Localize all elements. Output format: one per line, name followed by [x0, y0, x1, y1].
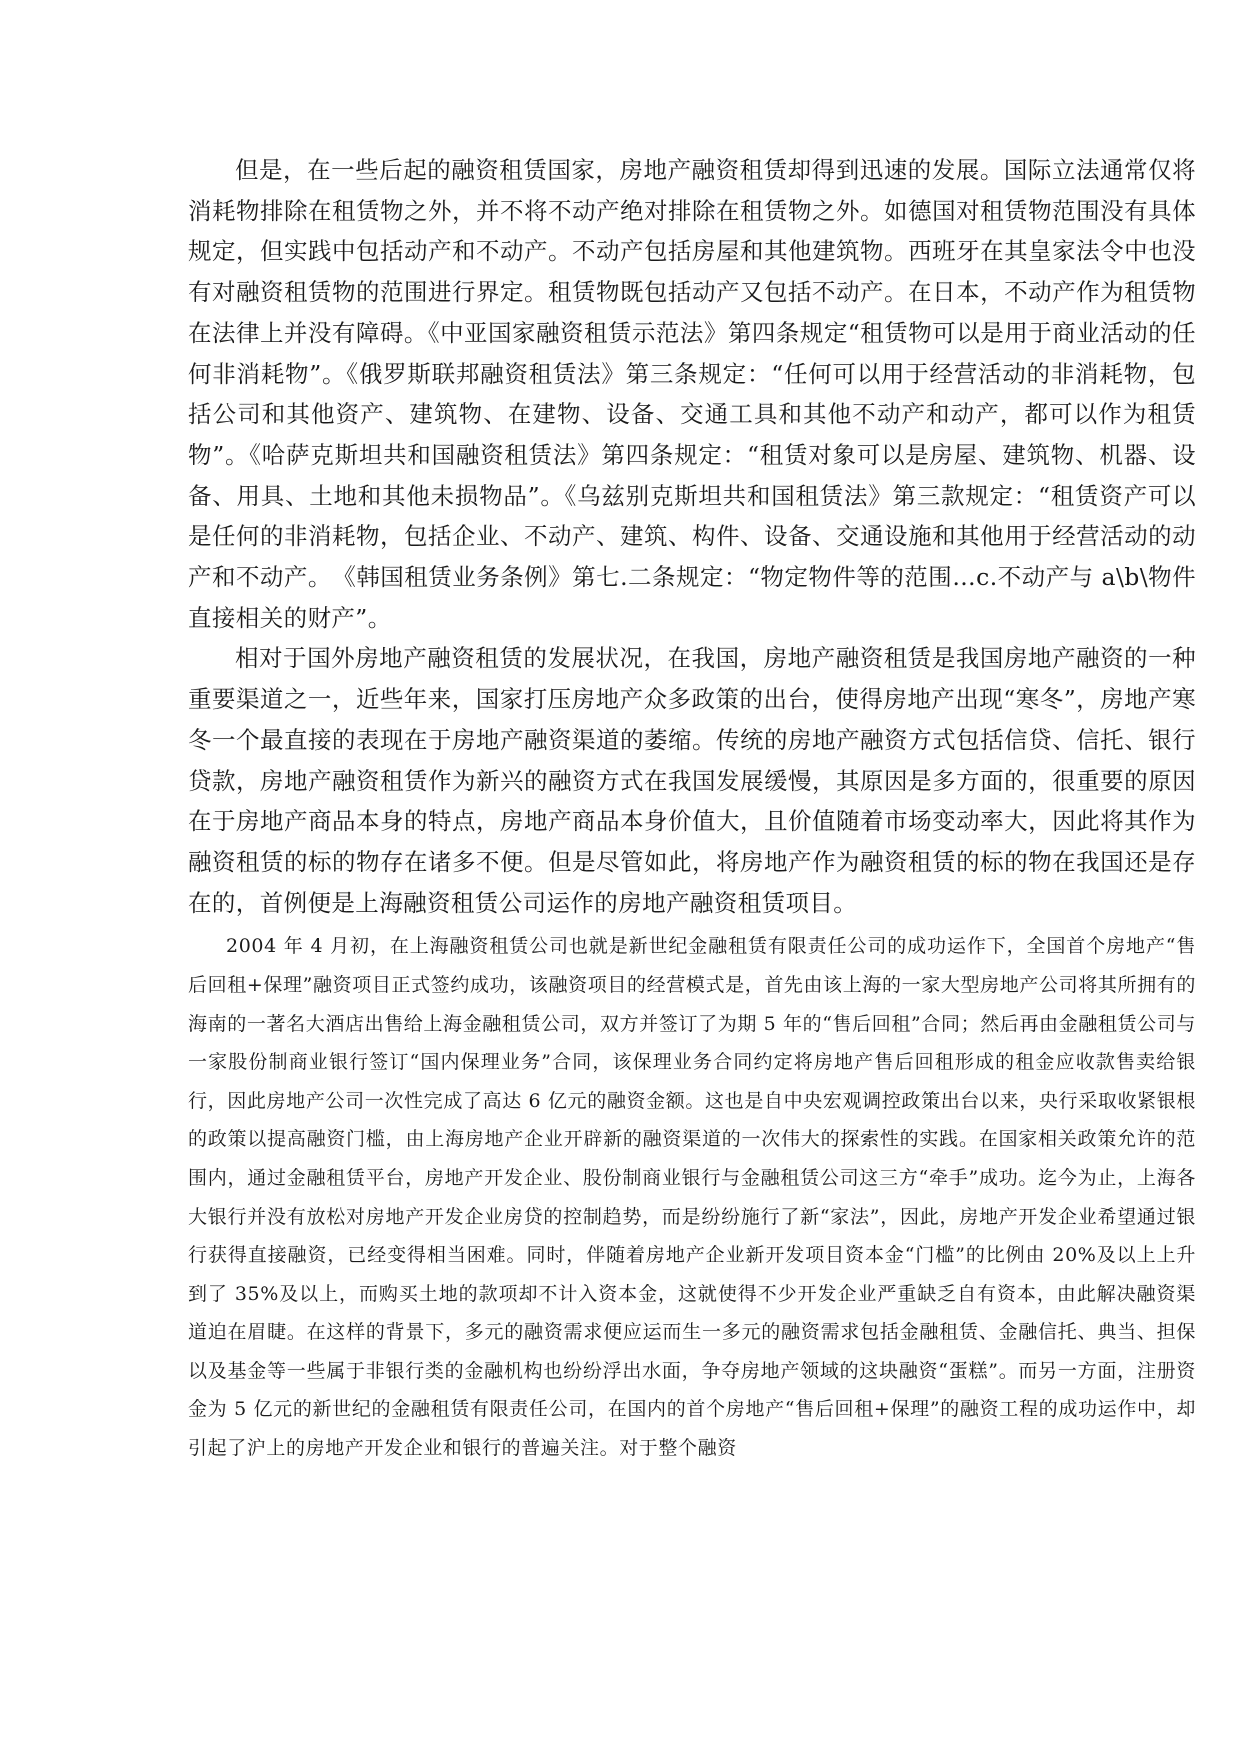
paragraph-shanghai-case: 2004 年 4 月初，在上海融资租赁公司也就是新世纪金融租赁有限责任公司的成功运作下，全国首个房地产“售后回租+保理”融资项目正式签约成功，该融资项目的经营模式是，首先由该上海的一家大型房地产公司将其所拥有的海南的一著名大酒店出售给上海金融租赁公司，双方并签订了为期 5 年的“售后回租”合同；然后再由金融租赁公司与一家股份制商业银行签订“国内保理业务”合同，该保理业务合同约定将房地产售后回租形成的租金应收款售卖给银行，因此房地产公司一次性完成了高达 6 亿元的融资金额。这也是自中央宏观调控政策出台以来，央行采取收紧银根的政策以提高融资门槛，由上海房地产企业开辟新的融资渠道的一次伟大的探索性的实践。在国家相关政策允许的范围内，通过金融租赁平台，房地产开发企业、股份制商业银行与金融租赁公司这三方“牵手”成功。迄今为止，上海各大银行并没有放松对房地产开发企业房贷的控制趋势，而是纷纷施行了新“家法”，因此，房地产开发企业希望通过银行获得直接融资，已经变得相当困难。同时，伴随着房地产企业新开发项目资本金“门槛”的比例由 20%及以上上升到了 35%及以上，而购买土地的款项却不计入资本金，这就使得不少开发企业严重缺乏自有资本，由此解决融资渠道迫在眉睫。在这样的背景下，多元的融资需求便应运而生一多元的融资需求包括金融租赁、金融信托、典当、担保以及基金等一些属于非银行类的金融机构也纷纷浮出水面，争夺房地产领域的这块融资“蛋糕”。而另一方面，注册资金为 5 亿元的新世纪的金融租赁有限责任公司，在国内的首个房地产“售后回租+保理”的融资工程的成功运作中，却引起了沪上的房地产开发企业和银行的普遍关注。对于整个融资 — [188, 935, 1196, 1460]
paragraph-foreign-legislation: 但是，在一些后起的融资租赁国家，房地产融资租赁却得到迅速的发展。国际立法通常仅将消耗物排除在租赁物之外，并不将不动产绝对排除在租赁物之外。如德国对租赁物范围没有具体规定，但实践中包括动产和不动产。不动产包括房屋和其他建筑物。西班牙在其皇家法令中也没有对融资租赁物的范围进行界定。租赁物既包括动产又包括不动产。在日本，不动产作为租赁物在法律上并没有障碍。《中亚国家融资租赁示范法》第四条规定“租赁物可以是用于商业活动的任何非消耗物”。《俄罗斯联邦融资租赁法》第三条规定：“任何可以用于经营活动的非消耗物，包括公司和其他资产、建筑物、在建物、设备、交通工具和其他不动产和动产，都可以作为租赁物”。《哈萨克斯坦共和国融资租赁法》第四条规定：“租赁对象可以是房屋、建筑物、机器、设备、用具、土地和其他未损物品”。《乌兹别克斯坦共和国租赁法》第三款规定：“租赁资产可以是任何的非消耗物，包括企业、不动产、建筑、构件、设备、交通设施和其他用于经营活动的动产和不动产。 《韩国租赁业务条例》第七.二条规定：“物定物件等的范围…c.不动产与 a\b\物件直接相关的财产”。 — [188, 156, 1196, 632]
document-page — [188, 150, 1196, 1468]
paragraph-domestic-situation: 相对于国外房地产融资租赁的发展状况，在我国，房地产融资租赁是我国房地产融资的一种重要渠道之一，近些年来，国家打压房地产众多政策的出台，使得房地产出现“寒冬”，房地产寒冬一个最直接的表现在于房地产融资渠道的萎缩。传统的房地产融资方式包括信贷、信托、银行贷款，房地产融资租赁作为新兴的融资方式在我国发展缓慢，其原因是多方面的，很重要的原因在于房地产商品本身的特点，房地产商品本身价值大，且价值随着市场变动率大，因此将其作为融资租赁的标的物存在诸多不便。但是尽管如此，将房地产作为融资租赁的标的物在我国还是存在的，首例便是上海融资租赁公司运作的房地产融资租赁项目。 — [188, 644, 1196, 917]
